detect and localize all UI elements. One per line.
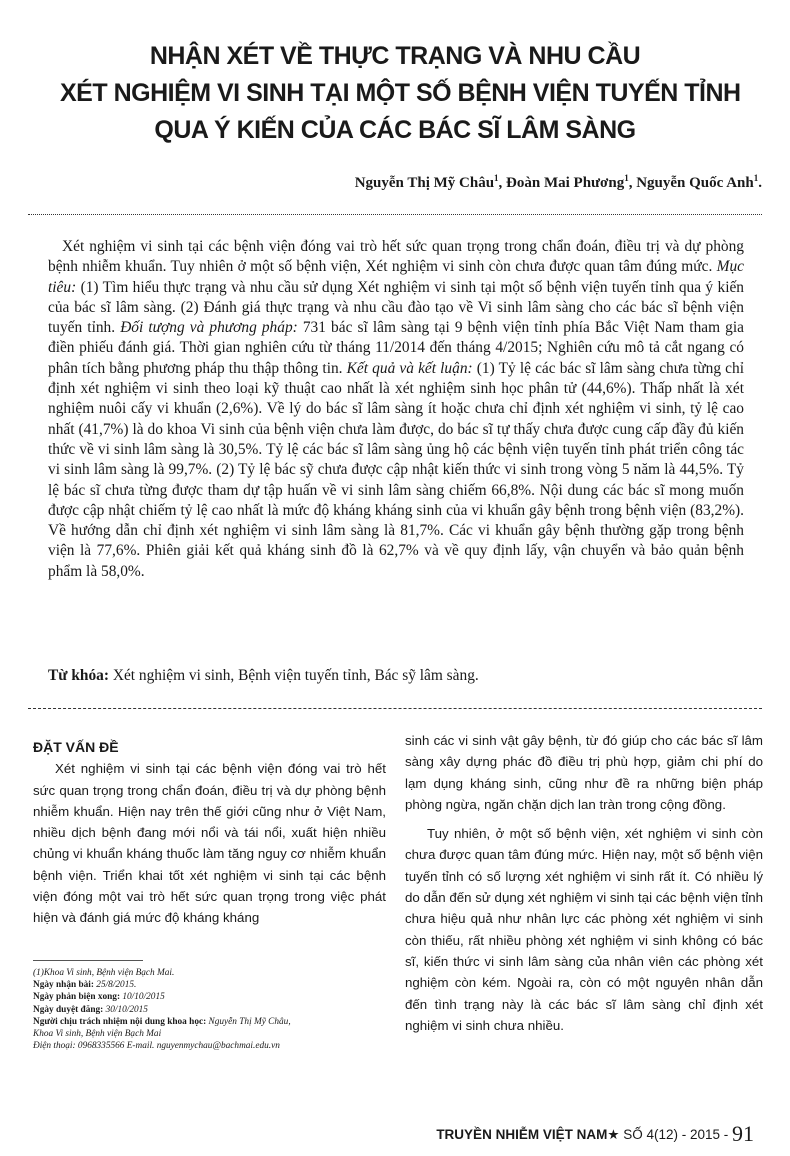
footnote-affiliation: (1)Khoa Vi sinh, Bệnh viện Bạch Mai. bbox=[33, 968, 175, 978]
results-label: Kết quả và kết luận: bbox=[346, 359, 473, 377]
author-1-affil: 1 bbox=[494, 173, 499, 183]
keywords bbox=[48, 666, 744, 686]
keywords-label: Từ khóa: bbox=[48, 667, 109, 684]
footnotes bbox=[33, 967, 393, 1052]
author-list: Nguyễn Thị Mỹ Châu$^1$, Đoàn Mai Phương$^1$, Nguyễn Quốc Anh$^1$. bbox=[354, 173, 762, 191]
footnote-contact: Điện thoại: 0968335566 E-mail. nguyenmychau@bachmai.edu.vn bbox=[33, 1041, 280, 1052]
body-paragraph: Tuy nhiên, ở một số bệnh viện, xét nghiệm vi sinh còn chưa được quan tâm đúng mức. Hiện nay, một số bệnh viện tuyến tỉnh có số lượng xét nghiệm vi sinh rất ít. Có nhiều lý do dẫn đến sử dụng xét nghiệm vi sinh tại các bệnh viện tỉnh chưa hiệu quả như nhân lực các phòng xét nghiệm vi sinh còn thiếu, rất nhiều phòng xét nghiệm vi sinh không có bác sĩ, kiến thức vi sinh lâm sàng của nhân viên các phòng xét nghiệm còn kém. Ngoài ra, còn có một nguyên nhân dẫn đến tình trạng này là các bác sĩ lâm sàng chỉ định xét nghiệm vi sinh chưa nhiều. bbox=[405, 826, 763, 1033]
keywords-text: Xét nghiệm vi sinh, Bệnh viện tuyến tỉnh, Bác sỹ lâm sàng. bbox=[108, 667, 479, 684]
author-1: Nguyễn Thị Mỹ Châu bbox=[354, 175, 495, 191]
top-divider bbox=[28, 214, 762, 215]
title-line-1: NHẬN XÉT VỀ THỰC TRẠNG VÀ NHU CẦU bbox=[149, 42, 641, 70]
author-3-affil: 1 bbox=[753, 173, 759, 183]
title-line-3: QUA Ý KIẾN CỦA CÁC BÁC SĨ LÂM SÀNG bbox=[154, 116, 636, 144]
section-heading: ĐẶT VẤN ĐỀ bbox=[33, 739, 119, 755]
article-title bbox=[60, 38, 741, 149]
bottom-divider bbox=[28, 708, 762, 709]
author-2: Đoàn Mai Phương bbox=[506, 175, 625, 191]
body-left-column bbox=[33, 737, 386, 929]
footnote-reviewed: Ngày phản biện xong: 10/10/2015 bbox=[33, 992, 165, 1003]
star-icon: ★ bbox=[607, 1127, 620, 1142]
title-line-2: XÉT NGHIỆM VI SINH TẠI MỘT SỐ BỆNH VIỆN TUYẾN TỈNH bbox=[60, 79, 741, 107]
journal-name: TRUYỀN NHIỄM VIỆT NAM bbox=[436, 1127, 608, 1142]
author-2-affil: 1 bbox=[624, 173, 629, 183]
footnote-accepted: Ngày duyệt đăng: 30/10/2015 bbox=[33, 1004, 148, 1015]
body-paragraph: sinh các vi sinh vật gây bệnh, từ đó giúp cho các bác sĩ lâm sàng xây dựng phác đồ điều trị phù hợp, giảm chi phí do lạm dụng kháng sinh, cũng như đề ra những biện pháp phòng ngừa, ngăn chặn dịch lan tràn trong cộng đồng. bbox=[405, 733, 763, 812]
abstract: Xét nghiệm vi sinh tại các bệnh viện đóng vai trò hết sức quan trọng trong chẩn đoán, điều trị và dự phòng bệnh nhiễm khuẩn. Tuy nhiên ở một số bệnh viện, Xét nghiệm vi sinh còn chưa được quan tâm đúng mức. Mục tiêu: (1) Tìm hiểu thực trạng và nhu cầu sử dụng Xét nghiệm vi sinh tại một số bệnh viện tuyến tỉnh qua ý kiến của bác sĩ lâm sàng. (2) Đánh giá thực trạng và nhu cầu đào tạo về Vi sinh lâm sàng cho các bác sĩ bệnh viện tuyến tỉnh. Đối tượng và phương pháp: 731 bác sĩ lâm sàng tại 9 bệnh viện tỉnh phía Bắc Việt Nam tham gia điền phiếu đánh giá. Thời gian nghiên cứu từ tháng 11/2014 đến tháng 4/2015; Nghiên cứu mô tả cắt ngang có phân tích bằng phương pháp thu thập thông tin. Kết quả và kết luận: (1) Tỷ lệ các bác sĩ lâm sàng chưa từng chỉ định xét nghiệm vi sinh theo loại kỹ thuật cao nhất là xét nghiệm sinh học phân tử (44,6%). Thấp nhất là xét nghiệm nuôi cấy vi khuẩn (2,6%). Về lý do bác sĩ lâm sàng ít hoặc chưa chỉ định xét nghiệm vi sinh, tỷ lệ cao nhất (41,7%) là do khoa Vi sinh của bệnh viện chưa làm được, do bác sĩ tự thấy chưa được cung cấp đầy đủ kiến thức về vi sinh lâm sàng là 30,5%. Tỷ lệ các bác sĩ lâm sàng ủng hộ các bệnh viện tuyến tỉnh phát triển công tác vi sinh lâm sàng là 99,7%. (2) Tỷ lệ bác sỹ chưa được cập nhật kiến thức vi sinh trong vòng 5 năm là 44,5%. Tỷ lệ bác sĩ chưa từng được tham dự tập huấn về vi sinh lâm sàng chiếm 66,8%. Nội dung các bác sĩ mong muốn được cập nhật chiếm tỷ lệ cao nhất là mức độ kháng kháng sinh của vi khuẩn gây bệnh trong bệnh viện (83,2%). Về hướng dẫn chỉ định xét nghiệm vi sinh lâm sàng là 81,7%. Các vi khuẩn gây bệnh thường gặp trong bệnh viện là 77,6%. Phiên giải kết quả kháng sinh đồ là 62,7% và về quy định lấy, vận chuyển và bảo quản bệnh phẩm là 58,0%. bbox=[48, 238, 744, 580]
footnote-responsible: Người chịu trách nhiệm nội dung khoa học: Nguyễn Thị Mỹ Châu, bbox=[33, 1016, 291, 1027]
body-paragraph: Xét nghiệm vi sinh tại các bệnh viện đóng vai trò hết sức quan trọng trong chẩn đoán, điều trị và dự phòng bệnh nhiễm khuẩn. Hiện nay trên thế giới cũng như ở Việt Nam, nhiều dịch bệnh đang mới nổi và tái nổi, xuất hiện nhiều chủng vi khuẩn kháng thuốc làm tăng nguy cơ nhiễm khuẩn bệnh viện. Triển khai tốt xét nghiệm vi sinh tại các bệnh viện đóng một vai trò hết sức quan trọng trong việc phát hiện và đánh giá mức độ kháng kháng bbox=[33, 761, 386, 926]
author-3: Nguyễn Quốc Anh bbox=[636, 175, 754, 191]
journal-footer bbox=[436, 1121, 754, 1147]
body-right-column bbox=[405, 730, 763, 1036]
footnote-received: Ngày nhận bài: 25/8/2015. bbox=[33, 980, 137, 991]
page-number: 91 bbox=[732, 1121, 754, 1146]
footnote-department: Khoa Vi sinh, Bệnh viện Bạch Mai bbox=[33, 1029, 162, 1040]
footnote-divider bbox=[33, 960, 143, 961]
methods-label: Đối tượng và phương pháp: bbox=[120, 319, 298, 337]
journal-issue: SỐ 4(12) - 2015 - bbox=[619, 1127, 732, 1142]
objective-label: Mục tiêu: bbox=[48, 258, 744, 296]
